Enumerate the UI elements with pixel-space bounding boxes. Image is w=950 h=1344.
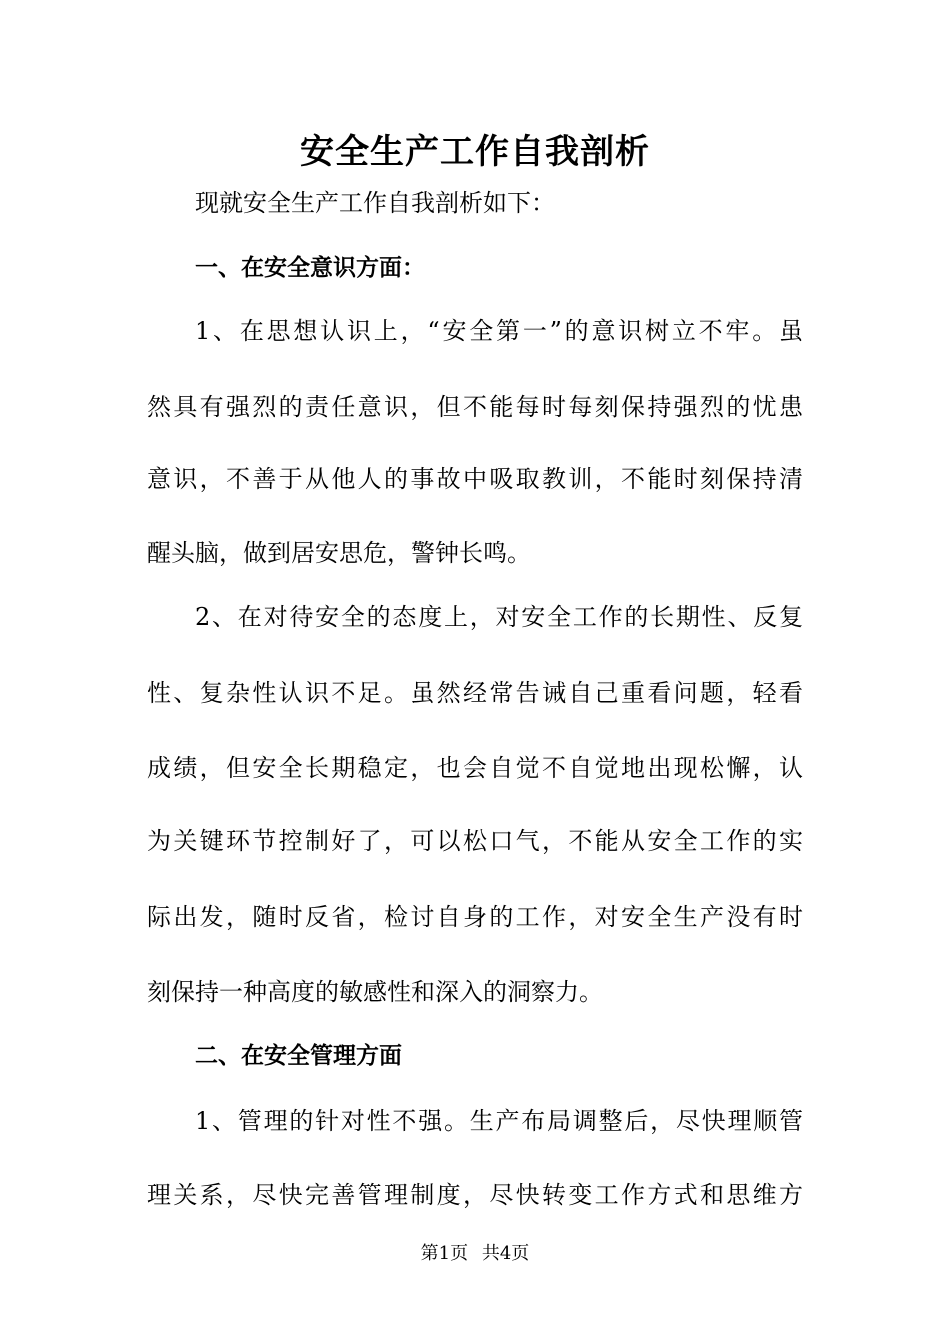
paragraph-line: 理关系，尽快完善管理制度，尽快转变工作方式和思维方: [147, 1181, 803, 1209]
paragraph-line: 际出发，随时反省，检讨自身的工作，对安全生产没有时: [147, 903, 803, 931]
paragraph-line: 成绩，但安全长期稳定，也会自觉不自觉地出现松懈，认: [147, 754, 803, 782]
paragraph-line: 1、管理的针对性不强。生产布局调整后，尽快理顺管: [195, 1107, 803, 1135]
document-title: 安全生产工作自我剖析: [300, 132, 650, 172]
paragraph-line: 意识，不善于从他人的事故中吸取教训，不能时刻保持清: [147, 465, 803, 493]
page-total: 共4页: [481, 1243, 530, 1264]
page-footer: [0, 1240, 950, 1268]
paragraph-line: 为关键环节控制好了，可以松口气，不能从安全工作的实: [147, 827, 803, 855]
intro-paragraph: 现就安全生产工作自我剖析如下：: [195, 189, 555, 217]
paragraph-line: 刻保持一种高度的敏感性和深入的洞察力。: [147, 978, 603, 1006]
section-heading-safety-management: 二、在安全管理方面: [195, 1043, 402, 1069]
paragraph-line: 2、在对待安全的态度上，对安全工作的长期性、反复: [195, 603, 803, 631]
page-number: 第1页: [420, 1243, 469, 1264]
paragraph-line: 性、复杂性认识不足。虽然经常告诫自己重看问题，轻看: [147, 679, 803, 707]
paragraph-line: 然具有强烈的责任意识，但不能每时每刻保持强烈的忧患: [147, 393, 803, 421]
paragraph-line: 1、在思想认识上，“安全第一”的意识树立不牢。虽: [195, 317, 803, 345]
paragraph-line: 醒头脑，做到居安思危，警钟长鸣。: [147, 539, 531, 567]
section-heading-safety-awareness: 一、在安全意识方面：: [195, 255, 425, 281]
